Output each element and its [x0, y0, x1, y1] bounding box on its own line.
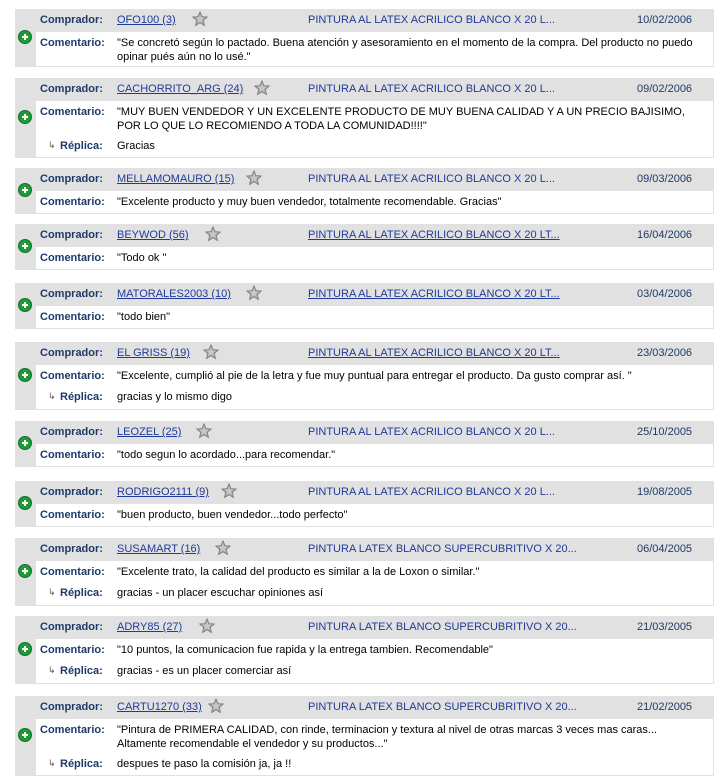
buyer-link-wrap [117, 701, 202, 713]
buyer-link[interactable]: MELLAMOMAURO (15) [117, 173, 235, 185]
comment-text: "Todo ok " [117, 252, 167, 264]
reply-arrow-icon: ↳ [48, 665, 56, 675]
product-link[interactable]: PINTURA AL LATEX ACRILICO BLANCO X 20 LT... [308, 229, 560, 241]
review-date: 10/02/2006 [637, 14, 693, 26]
positive-rating-icon [18, 239, 32, 253]
positive-rating-icon [18, 564, 32, 578]
review-rows [36, 365, 713, 409]
review-card [15, 481, 714, 527]
review-card [15, 9, 714, 67]
comment-label: Comentario: [40, 37, 105, 49]
rating-rail [15, 696, 36, 776]
review-header [36, 616, 713, 638]
review-header [36, 78, 713, 100]
comment-text: "Excelente producto y muy buen vendedor, totalmente recomendable. Gracias" [117, 196, 502, 208]
review-card [15, 224, 714, 270]
buyer-link-wrap [117, 347, 190, 359]
review-card [15, 538, 714, 606]
buyer-link-wrap [117, 426, 181, 438]
review-body [36, 481, 713, 526]
comment-label: Comentario: [40, 644, 105, 656]
positive-rating-icon [18, 436, 32, 450]
review-date: 19/08/2005 [637, 486, 693, 498]
star-rating-icon[interactable] [203, 344, 219, 360]
reply-label: Réplica: [60, 140, 103, 152]
buyer-label: Comprador: [40, 173, 103, 185]
star-rating-icon[interactable] [246, 170, 262, 186]
review-header [36, 168, 713, 190]
review-date: 23/03/2006 [637, 347, 693, 359]
reply-text: gracias - es un placer comerciar así [117, 665, 292, 677]
product-link[interactable]: PINTURA AL LATEX ACRILICO BLANCO X 20 L... [308, 14, 555, 26]
product-link[interactable]: PINTURA AL LATEX ACRILICO BLANCO X 20 L... [308, 83, 555, 95]
product-link[interactable]: PINTURA AL LATEX ACRILICO BLANCO X 20 L... [308, 173, 555, 185]
buyer-link-wrap [117, 621, 182, 633]
positive-rating-icon [18, 110, 32, 124]
review-card [15, 342, 714, 410]
star-rating-icon[interactable] [221, 483, 237, 499]
comment-text: "Excelente trato, la calidad del producto es similar a la de Loxon o similar." [117, 566, 480, 578]
review-body [36, 342, 713, 409]
star-rating-icon[interactable] [215, 540, 231, 556]
buyer-link[interactable]: CARTU1270 (33) [117, 701, 202, 713]
buyer-link[interactable]: RODRIGO2111 (9) [117, 486, 209, 498]
reply-label: Réplica: [60, 758, 103, 770]
rating-rail [15, 283, 36, 329]
buyer-link[interactable]: ADRY85 (27) [117, 621, 183, 633]
star-rating-icon[interactable] [205, 226, 221, 242]
review-body [36, 224, 713, 269]
review-body [36, 168, 713, 213]
buyer-label: Comprador: [40, 229, 103, 241]
comment-text: "todo segun lo acordado...para recomendar." [117, 449, 336, 461]
review-header [36, 421, 713, 443]
comment-text: "MUY BUEN VENDEDOR Y UN EXCELENTE PRODUCTO DE MUY BUENA CALIDAD Y A UN PRECIO BAJISIMO, POR LO QUE LO RECOMIENDO A TODA LA COMUNIDAD!!!!" [117, 106, 685, 132]
rating-rail [15, 9, 36, 67]
buyer-link-wrap [117, 543, 200, 555]
review-card [15, 616, 714, 684]
review-body [36, 283, 713, 328]
review-rows [36, 101, 713, 157]
rating-rail [15, 421, 36, 467]
product-link[interactable]: PINTURA LATEX BLANCO SUPERCUBRITIVO X 20... [308, 701, 577, 713]
product-link[interactable]: PINTURA LATEX BLANCO SUPERCUBRITIVO X 20... [308, 543, 577, 555]
star-rating-icon[interactable] [208, 698, 224, 714]
reply-text: despues te paso la comisión ja, ja !! [117, 758, 292, 770]
buyer-link-wrap [117, 288, 231, 300]
buyer-label: Comprador: [40, 14, 103, 26]
reply-text: gracias - un placer escuchar opiniones así [117, 587, 324, 599]
reply-arrow-icon: ↳ [48, 587, 56, 597]
rating-rail [15, 78, 36, 158]
rating-rail [15, 616, 36, 684]
buyer-label: Comprador: [40, 486, 103, 498]
comment-label: Comentario: [40, 724, 105, 736]
review-header [36, 538, 713, 560]
buyer-label: Comprador: [40, 347, 103, 359]
review-rows [36, 32, 713, 66]
comment-label: Comentario: [40, 106, 105, 118]
buyer-label: Comprador: [40, 621, 103, 633]
review-body [36, 696, 713, 775]
rating-rail [15, 342, 36, 410]
comment-label: Comentario: [40, 252, 105, 264]
buyer-link[interactable]: EL GRISS (19) [117, 347, 190, 359]
product-link[interactable]: PINTURA AL LATEX ACRILICO BLANCO X 20 L... [308, 486, 555, 498]
positive-rating-icon [18, 728, 32, 742]
buyer-link[interactable]: CACHORRITO_ARG (24) [117, 83, 244, 95]
buyer-link-wrap [117, 486, 209, 498]
review-rows [36, 191, 713, 213]
review-rows [36, 306, 713, 328]
review-date: 21/03/2005 [637, 621, 693, 633]
review-date: 25/10/2005 [637, 426, 693, 438]
positive-rating-icon [18, 183, 32, 197]
comment-label: Comentario: [40, 311, 105, 323]
review-card [15, 421, 714, 467]
review-date: 03/04/2006 [637, 288, 693, 300]
star-rating-icon[interactable] [246, 285, 262, 301]
review-rows [36, 719, 713, 775]
reply-label: Réplica: [60, 391, 103, 403]
positive-rating-icon [18, 642, 32, 656]
review-card [15, 696, 714, 776]
buyer-link-wrap [117, 83, 243, 95]
review-rows [36, 444, 713, 466]
buyer-link-wrap [117, 14, 176, 26]
buyer-link-wrap [117, 173, 234, 185]
buyer-link[interactable]: LEOZEL (25) [117, 426, 182, 438]
review-body [36, 616, 713, 683]
review-body [36, 78, 713, 157]
comment-label: Comentario: [40, 509, 105, 521]
rating-rail [15, 168, 36, 214]
positive-rating-icon [18, 496, 32, 510]
buyer-label: Comprador: [40, 83, 103, 95]
review-header [36, 342, 713, 364]
product-link[interactable]: PINTURA AL LATEX ACRILICO BLANCO X 20 L... [308, 426, 555, 438]
reply-arrow-icon: ↳ [48, 391, 56, 401]
review-header [36, 9, 713, 31]
review-card [15, 168, 714, 214]
review-header [36, 481, 713, 503]
review-body [36, 538, 713, 605]
reply-label: Réplica: [60, 587, 103, 599]
review-header [36, 283, 713, 305]
product-link[interactable]: PINTURA AL LATEX ACRILICO BLANCO X 20 LT... [308, 347, 560, 359]
buyer-label: Comprador: [40, 288, 103, 300]
comment-label: Comentario: [40, 196, 105, 208]
product-link[interactable]: PINTURA LATEX BLANCO SUPERCUBRITIVO X 20... [308, 621, 577, 633]
buyer-label: Comprador: [40, 543, 103, 555]
review-date: 09/03/2006 [637, 173, 693, 185]
review-date: 16/04/2006 [637, 229, 693, 241]
reply-text: gracias y lo mismo digo [117, 391, 232, 403]
rating-rail [15, 481, 36, 527]
review-rows [36, 639, 713, 683]
buyer-label: Comprador: [40, 701, 103, 713]
rating-rail [15, 224, 36, 270]
comment-text: "buen producto, buen vendedor...todo perfecto" [117, 509, 348, 521]
product-link[interactable]: PINTURA AL LATEX ACRILICO BLANCO X 20 LT... [308, 288, 560, 300]
review-header [36, 696, 713, 718]
comment-text: "Excelente, cumplió al pie de la letra y fue muy puntual para entregar el producto. Da gusto comprar así. " [117, 370, 632, 382]
review-card [15, 283, 714, 329]
comment-text: "10 puntos, la comunicacion fue rapida y la entrega tambien. Recomendable" [117, 644, 493, 656]
review-rows [36, 247, 713, 269]
star-rating-icon[interactable] [196, 423, 212, 439]
reply-label: Réplica: [60, 665, 103, 677]
review-rows [36, 504, 713, 526]
positive-rating-icon [18, 368, 32, 382]
review-date: 06/04/2005 [637, 543, 693, 555]
reply-arrow-icon: ↳ [48, 140, 56, 150]
comment-text: "todo bien" [117, 311, 171, 323]
star-rating-icon[interactable] [254, 80, 270, 96]
reply-text: Gracias [117, 140, 155, 152]
buyer-link[interactable]: BEYWOD (56) [117, 229, 189, 241]
review-card [15, 78, 714, 158]
buyer-link[interactable]: OFO100 (3) [117, 14, 176, 26]
buyer-link[interactable]: SUSAMART (16) [117, 543, 201, 555]
reply-arrow-icon: ↳ [48, 758, 56, 768]
buyer-label: Comprador: [40, 426, 103, 438]
positive-rating-icon [18, 298, 32, 312]
review-date: 21/02/2005 [637, 701, 693, 713]
comment-text: "Pintura de PRIMERA CALIDAD, con rinde, terminacion y textura al nivel de otras marcas 3 veces mas caras... Altamente recomendable el vendedor y su productos..." [117, 724, 658, 750]
positive-rating-icon [18, 30, 32, 44]
comment-label: Comentario: [40, 566, 105, 578]
review-header [36, 224, 713, 246]
review-rows [36, 561, 713, 605]
buyer-link[interactable]: MATORALES2003 (10) [117, 288, 231, 300]
review-body [36, 421, 713, 466]
rating-rail [15, 538, 36, 606]
comment-text: "Se concretó según lo pactado. Buena atención y asesoramiento en el momento de la compra. Del producto no puedo opinar pués aún no lo usé." [117, 37, 693, 63]
review-date: 09/02/2006 [637, 83, 693, 95]
comment-label: Comentario: [40, 370, 105, 382]
buyer-link-wrap [117, 229, 189, 241]
comment-label: Comentario: [40, 449, 105, 461]
star-rating-icon[interactable] [199, 618, 215, 634]
star-rating-icon[interactable] [192, 11, 208, 27]
review-body [36, 9, 713, 66]
